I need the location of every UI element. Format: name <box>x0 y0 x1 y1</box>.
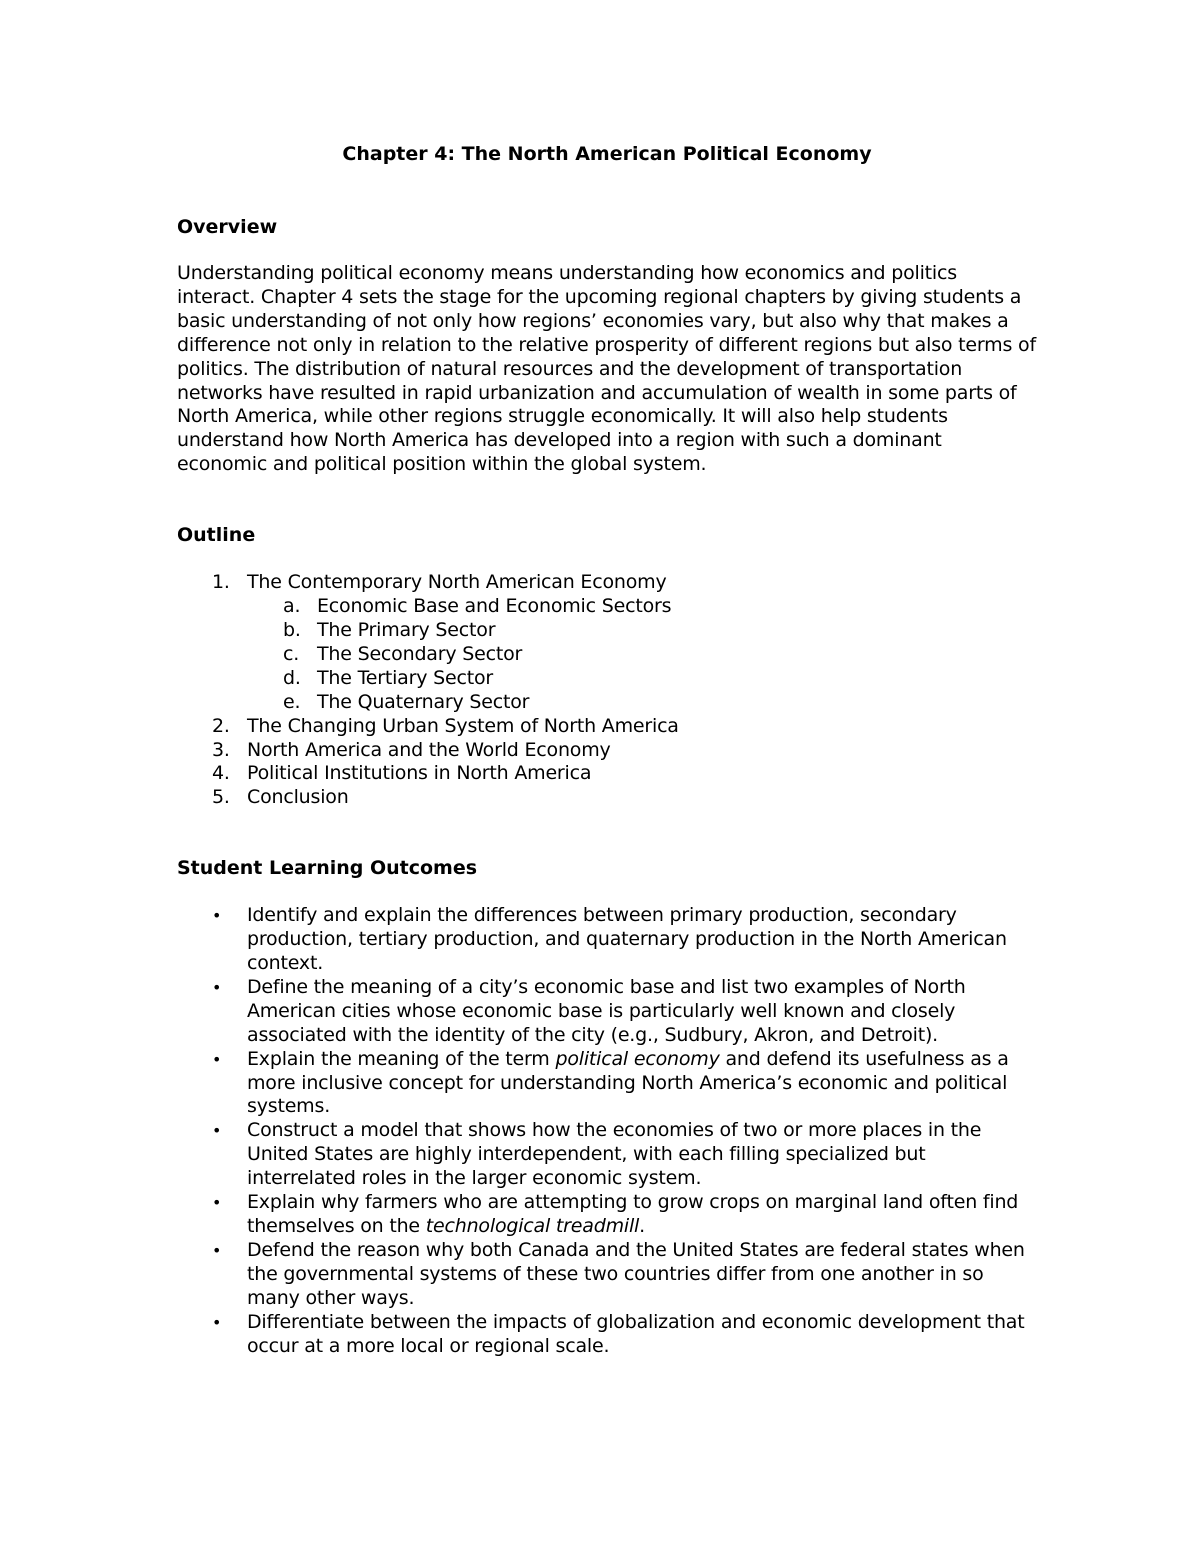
outcome-emphasis: technological treadmill <box>425 1215 640 1237</box>
outcome-item <box>177 1239 1037 1311</box>
outcome-item <box>177 1119 1037 1191</box>
outline-item <box>177 715 1037 739</box>
outline-sublist <box>247 595 1037 715</box>
outline-subitem-label: The Secondary Sector <box>317 642 523 665</box>
outcome-text-post: and defend its usefulness as a more inclusive concept for understanding North America’s economic and political systems. <box>247 1047 1009 1118</box>
outcome-item <box>177 976 1037 1048</box>
outline-item-label: Conclusion <box>247 786 349 809</box>
outline-item <box>177 762 1037 786</box>
outline-item-number: 4. <box>212 762 230 785</box>
outline-subitem-label: The Quaternary Sector <box>317 690 530 713</box>
outline-heading: Outline <box>177 524 256 547</box>
document-title: Chapter 4: The North American Political Economy <box>342 143 872 165</box>
outline-item <box>177 571 1037 714</box>
outline-subitem <box>247 643 1037 667</box>
outcomes-heading: Student Learning Outcomes <box>177 857 478 880</box>
outline-subitem-label: The Tertiary Sector <box>317 666 494 689</box>
outline-item-label: Political Institutions in North America <box>247 762 592 785</box>
outline-subitem-letter: b. <box>283 618 301 641</box>
outcome-text: Construct a model that shows how the economies of two or more places in the United States are highly interdependent, with each filling specialized but interrelated roles in the larger economic system. <box>247 1119 982 1190</box>
bullet-icon: • <box>212 977 222 997</box>
outline-item-label: The Changing Urban System of North America <box>247 714 679 737</box>
outline-list <box>177 571 1037 810</box>
outline-subitem <box>247 691 1037 715</box>
bullet-icon: • <box>212 1240 222 1260</box>
document-page <box>177 140 1037 1358</box>
outcome-item <box>177 904 1037 976</box>
outcome-emphasis: political economy <box>555 1047 720 1070</box>
outcome-item <box>177 1311 1037 1359</box>
outline-subitem-label: Economic Base and Economic Sectors <box>317 595 672 618</box>
outline-subitem-label: The Primary Sector <box>317 618 496 641</box>
outline-subitem <box>247 667 1037 691</box>
outline-subitem-letter: a. <box>283 595 301 618</box>
outcome-item <box>177 1191 1037 1239</box>
outline-subitem-letter: e. <box>283 690 301 713</box>
outcome-item <box>177 1048 1037 1120</box>
bullet-icon: • <box>212 1193 222 1213</box>
outline-item <box>177 786 1037 810</box>
outcome-text: Defend the reason why both Canada and the United States are federal states when the governmental systems of these two countries differ from one another in so many other ways. <box>247 1238 1025 1309</box>
outcome-text-pre: Explain why farmers who are attempting to grow crops on marginal land often find themselves on the <box>247 1191 1019 1237</box>
bullet-icon: • <box>212 906 222 926</box>
outline-item-number: 1. <box>212 571 230 594</box>
bullet-icon: • <box>212 1312 222 1332</box>
outline-item-label: The Contemporary North American Economy <box>247 571 667 594</box>
overview-paragraph: Understanding political economy means understanding how economics and politics interact. Chapter 4 sets the stage for the upcoming regional chapters by giving students a basic understanding of not only how regions’ economies vary, but also why that makes a difference not only in relation to the relative prosperity of different regions but also terms of politics. The distribution of natural resources and the development of transportation networks have resulted in rapid urbanization and accumulation of wealth in some parts of North America, while other regions struggle economically. It will also help students understand how North America has developed into a region with such a dominant economic and political position within the global system. <box>177 262 1036 476</box>
outcome-text-post: . <box>639 1215 645 1237</box>
outline-subitem <box>247 619 1037 643</box>
outline-item-number: 5. <box>212 786 230 809</box>
outcomes-list <box>177 904 1037 1358</box>
outline-item-number: 2. <box>212 714 230 737</box>
overview-heading: Overview <box>177 216 278 238</box>
outcome-text: Identify and explain the differences between primary production, secondary production, tertiary production, and quaternary production in the North American context. <box>247 904 1007 975</box>
outline-item-number: 3. <box>212 738 230 761</box>
outline-subitem-letter: d. <box>283 666 301 689</box>
bullet-icon: • <box>212 1049 222 1069</box>
outline-item <box>177 739 1037 763</box>
outline-subitem-letter: c. <box>283 642 300 665</box>
outcome-text-pre: Explain the meaning of the term <box>247 1047 556 1070</box>
outcome-text: Define the meaning of a city’s economic base and list two examples of North American cities whose economic base is particularly well known and closely associated with the identity of the city (e.g., Sudbury, Akron, and Detroit). <box>247 975 966 1046</box>
outline-subitem <box>247 595 1037 619</box>
outcome-text: Differentiate between the impacts of globalization and economic development that occur at a more local or regional scale. <box>247 1310 1025 1357</box>
outline-item-label: North America and the World Economy <box>247 738 611 761</box>
bullet-icon: • <box>212 1121 222 1141</box>
